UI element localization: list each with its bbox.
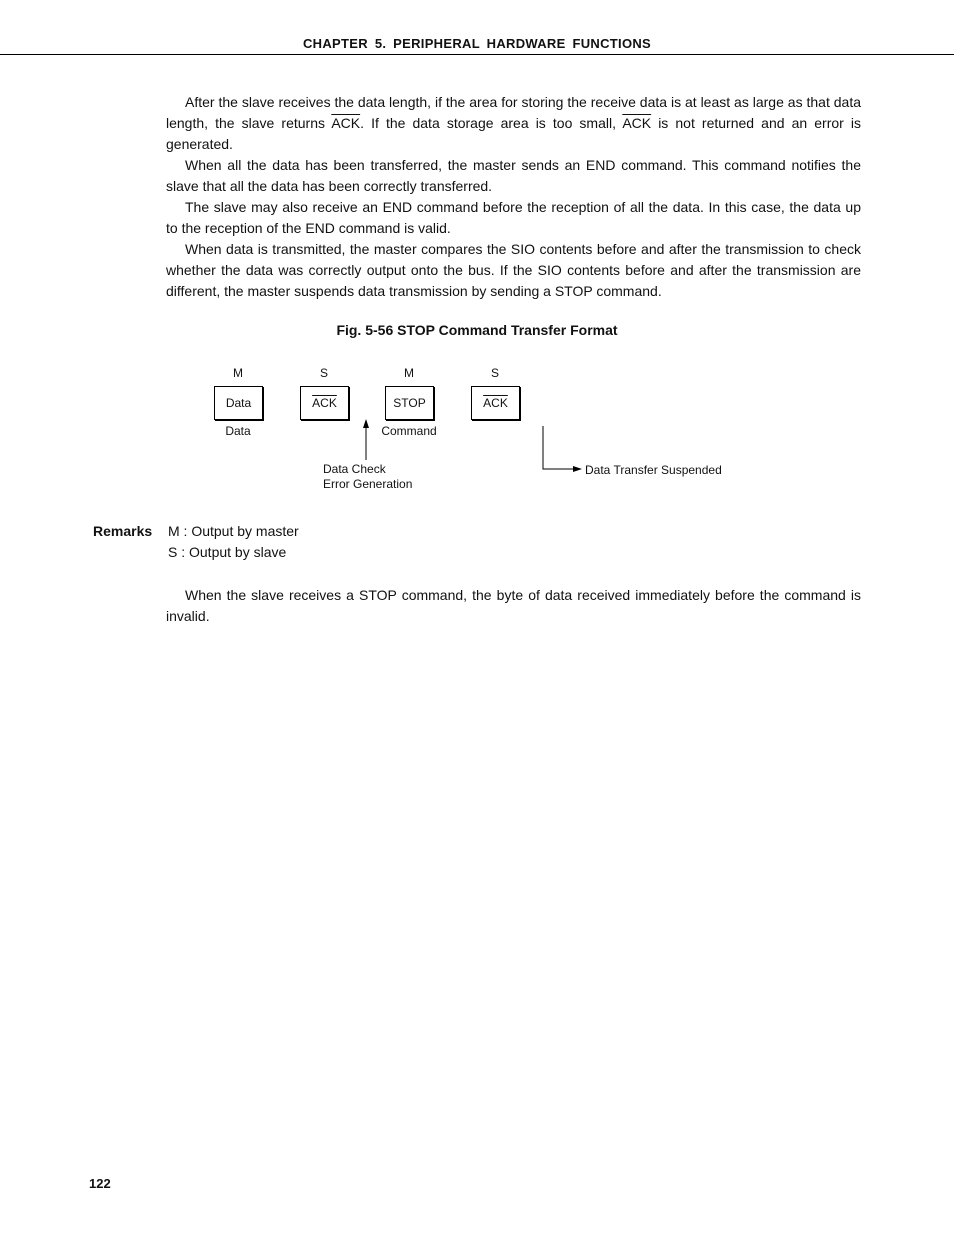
data-check-label: Data Check: [323, 462, 386, 476]
p1-text-c: is not returned and an error is generated.: [166, 115, 861, 152]
suspend-arrow-head: [573, 466, 582, 472]
paragraph-stop-invalid: When the slave receives a STOP command, the byte of data received immediately before the command is invalid.: [166, 587, 861, 624]
sender-label: M: [404, 366, 414, 380]
ack-overline-1: $\overline{ACK}$: [331, 115, 361, 131]
paragraph-end-command: When all the data has been transferred, the master sends an END command. This command notifies the slave that all the data has been correctly transferred.: [166, 157, 861, 194]
paragraph-slave-data-length: [166, 92, 861, 155]
frame-label: STOP: [393, 396, 426, 410]
p1-text-b: . If the data storage area is too small,: [360, 115, 623, 131]
sender-label: M: [233, 366, 243, 380]
frame-box-stop: [385, 386, 434, 420]
figure-title: Fig. 5-56 STOP Command Transfer Format: [336, 322, 618, 338]
frame-caption: Command: [381, 424, 437, 438]
body-text-top: [166, 92, 861, 302]
frame-box-ack: [471, 386, 520, 420]
paragraph-sio-compare: When data is transmitted, the master compares the SIO contents before and after the transmission to check whether the data was correctly output onto the bus. If the SIO contents before and after the transmission are different, the master suspends data transmission by sending a STOP command.: [166, 241, 861, 299]
frame-label: $\overline{ACK}$: [483, 396, 508, 410]
frame-box-ack: [300, 386, 349, 420]
page-number: 122: [89, 1176, 111, 1191]
chapter-header: CHAPTER 5. PERIPHERAL HARDWARE FUNCTIONS: [0, 36, 954, 55]
ack-overline-2: $\overline{ACK}$: [622, 115, 652, 131]
sender-label: S: [319, 366, 328, 380]
suspend-arrow-line: [543, 426, 575, 469]
frame-label: $\overline{ACK}$: [312, 396, 337, 410]
error-generation-label: Error Generation: [323, 477, 413, 491]
sender-label: S: [490, 366, 499, 380]
paragraph-end-before-reception: The slave may also receive an END command before the reception of all the data. In this case, the data up to the reception of the END command is valid.: [166, 199, 861, 236]
remarks-label: Remarks: [93, 523, 153, 539]
frame-label: Data: [225, 396, 252, 410]
p1-text-a: After the slave receives the data length, if the area for storing the receive data is at least as large as that data length, the slave returns: [166, 94, 861, 131]
frame-box-data: [214, 386, 263, 420]
suspend-label: Data Transfer Suspended: [585, 463, 722, 477]
body-text-bottom: [166, 585, 861, 627]
remark-master: M : Output by master: [168, 523, 299, 539]
frame-caption: Data: [225, 424, 251, 438]
remark-slave: S : Output by slave: [168, 544, 287, 560]
